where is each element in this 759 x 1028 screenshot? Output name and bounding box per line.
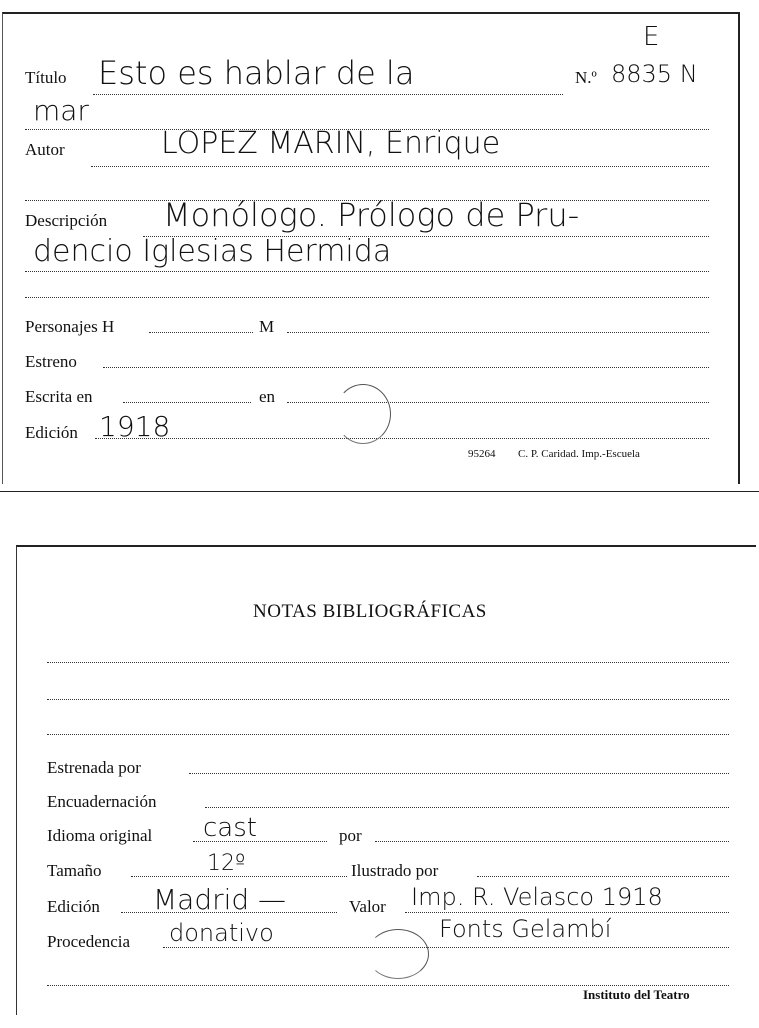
descripcion-value: Monólogo. Prólogo de Pru- [163, 196, 580, 234]
encuadernacion-label: Encuadernación [47, 792, 157, 811]
idioma-label: Idioma original [47, 826, 153, 845]
notas-line-2 [47, 699, 729, 700]
escrita-en-label: en [259, 387, 276, 406]
edicion-value: 1918 [99, 410, 171, 443]
autor-line [91, 166, 709, 167]
escrita-line [123, 402, 251, 403]
titulo-line [93, 94, 563, 95]
notas-line-3 [47, 734, 729, 735]
descripcion-label: Descripción [25, 211, 108, 230]
stamp-mark-back [367, 929, 429, 979]
procedencia-value-2: Fonts Gelambí [439, 915, 612, 943]
titulo-value: Esto es hablar de la [98, 54, 415, 92]
personajes-h-line [149, 332, 253, 333]
titulo-value-2: mar [33, 94, 89, 127]
ilustrado-label: Ilustrado por [351, 861, 439, 880]
estrenada-label: Estrenada por [47, 758, 141, 777]
notas-line-1 [47, 662, 729, 663]
catalog-card-front [2, 12, 740, 484]
procedencia-value: donativo [169, 919, 274, 947]
imprint-text: C. P. Caridad. Imp.-Escuela [518, 448, 640, 460]
imprint-number: 95264 [468, 448, 496, 460]
institution-footer: Instituto del Teatro [583, 987, 690, 1002]
numero-label: N.º [575, 68, 597, 87]
tamano-label: Tamaño [47, 861, 102, 880]
idioma-value: cast [203, 813, 257, 843]
idioma-por-label: por [339, 826, 362, 845]
valor-value: Imp. R. Velasco 1918 [411, 883, 663, 911]
personajes-label: Personajes H [25, 317, 115, 336]
escrita-label: Escrita en [25, 387, 93, 406]
descripcion-value-2: dencio Iglesias Hermida [33, 234, 392, 269]
autor-label: Autor [25, 140, 65, 159]
edicion-line [95, 438, 709, 439]
estreno-line [103, 367, 709, 368]
personajes-m-label: M [259, 317, 275, 336]
idioma-por-line [375, 841, 729, 842]
edicion-back-value: Madrid — [153, 883, 287, 916]
titulo-label: Título [25, 68, 67, 87]
valor-line [405, 912, 729, 913]
estrenada-line [189, 773, 729, 774]
procedencia-line-2 [47, 985, 729, 986]
procedencia-label: Procedencia [47, 932, 131, 951]
tamano-line [131, 876, 347, 877]
ilustrado-line [477, 876, 729, 877]
descripcion-line-2 [25, 271, 709, 272]
valor-label: Valor [349, 897, 386, 916]
autor-value: LOPEZ MARIN, Enrique [161, 126, 501, 161]
tamano-value: 12º [207, 851, 246, 876]
catalog-card-back [16, 545, 756, 1015]
procedencia-line [163, 947, 729, 948]
descripcion-line-3 [25, 297, 709, 298]
notas-heading: NOTAS BIBLIOGRÁFICAS [253, 601, 487, 622]
edicion-back-label: Edición [47, 897, 100, 916]
numero-value: 8835 N [611, 60, 698, 88]
personajes-m-line [287, 332, 709, 333]
corner-letter: E [643, 22, 660, 52]
estreno-label: Estreno [25, 352, 77, 371]
stamp-mark [335, 384, 391, 444]
card-separator-rule [0, 491, 759, 492]
encuadernacion-line [205, 807, 729, 808]
edicion-label: Edición [25, 423, 78, 442]
